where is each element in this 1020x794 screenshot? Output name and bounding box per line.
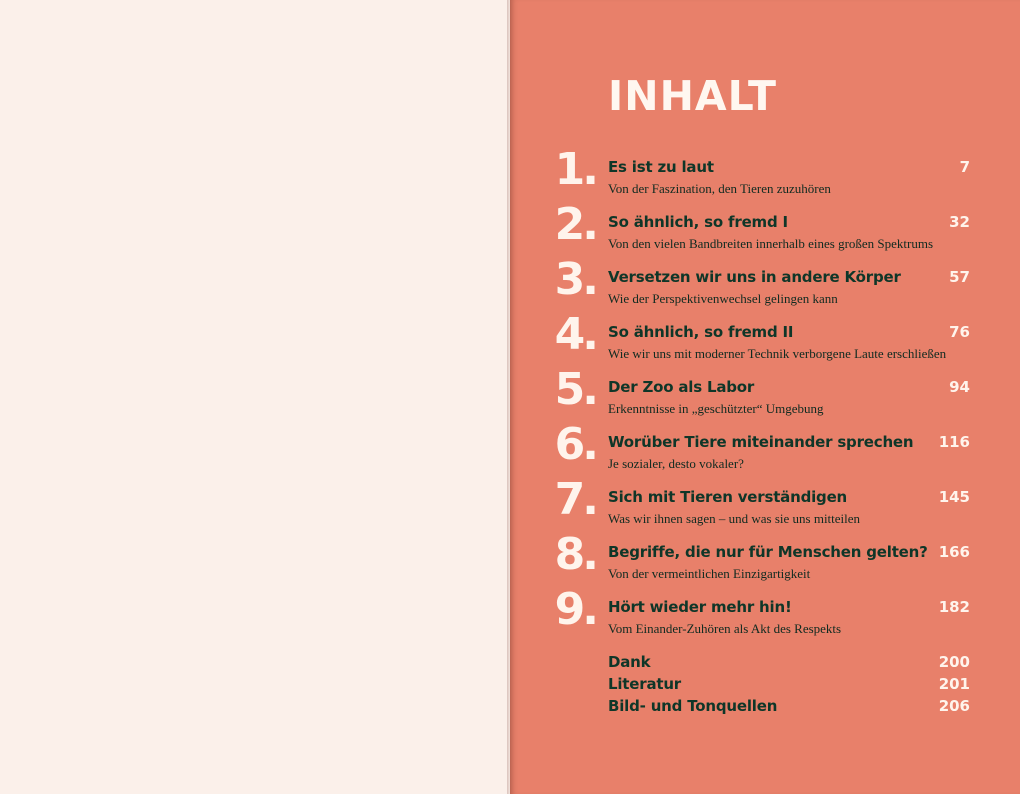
chapter-subtitle: Was wir ihnen sagen – und was sie uns mitteilen [608,511,861,526]
chapter-number: 2. [554,199,596,250]
toc-chapter-4[interactable] [540,309,980,375]
chapter-subtitle: Je sozialer, desto vokaler? [608,456,744,471]
toc-chapter-6[interactable] [540,419,980,485]
toc-item-page-number: 206 [938,697,970,715]
chapter-title: Sich mit Tieren verständigen [608,488,848,506]
chapter-page-number: 32 [949,213,970,231]
chapter-number: 9. [554,584,596,635]
chapter-page-number: 94 [949,378,970,396]
chapter-number: 6. [554,419,596,470]
book-spine [507,0,511,794]
chapter-page-number: 145 [938,488,970,506]
chapter-title: So ähnlich, so fremd II [608,323,794,341]
toc-chapter-3[interactable] [540,254,980,320]
chapter-title: Versetzen wir uns in andere Körper [608,268,901,286]
chapter-number: 3. [554,254,596,305]
toc-chapter-5[interactable] [540,364,980,430]
toc-chapter-8[interactable] [540,529,980,595]
chapter-page-number: 166 [938,543,970,561]
toc-item-literatur[interactable] [540,675,980,697]
chapter-title: So ähnlich, so fremd I [608,213,788,231]
chapter-title: Es ist zu laut [608,158,714,176]
chapter-page-number: 7 [959,158,970,176]
chapter-subtitle: Vom Einander-Zuhören als Akt des Respekts [608,621,842,636]
chapter-subtitle: Von der Faszination, den Tieren zuzuhören [608,181,831,196]
toc-item-title: Literatur [608,675,682,693]
chapter-subtitle: Erkenntnisse in „geschützter“ Umgebung [608,401,824,416]
chapter-number: 7. [554,474,596,525]
chapter-number: 5. [554,364,596,415]
chapter-title: Der Zoo als Labor [608,378,755,396]
chapter-number: 8. [554,529,596,580]
chapter-number: 4. [554,309,596,360]
chapter-subtitle: Von der vermeintlichen Einzigartigkeit [608,566,811,581]
toc-item-title: Dank [608,653,651,671]
toc-chapter-7[interactable] [540,474,980,540]
toc-item-title: Bild- und Tonquellen [608,697,778,715]
chapter-subtitle: Wie der Perspektivenwechsel gelingen kann [608,291,838,306]
chapter-number: 1. [554,144,596,195]
toc-chapter-9[interactable] [540,584,980,650]
toc-item-bild-und-tonquellen[interactable] [540,697,980,719]
toc-chapter-1[interactable] [540,144,980,210]
chapter-page-number: 57 [949,268,970,286]
chapter-page-number: 182 [938,598,970,616]
chapter-title: Hört wieder mehr hin! [608,598,792,616]
chapter-page-number: 76 [949,323,970,341]
chapter-page-number: 116 [938,433,970,451]
toc-chapter-2[interactable] [540,199,980,265]
chapter-title: Begriffe, die nur für Menschen gelten? [608,543,928,561]
toc-item-page-number: 200 [938,653,970,671]
chapter-subtitle: Von den vielen Bandbreiten innerhalb eines großen Spektrums [608,236,934,251]
toc-item-page-number: 201 [938,675,970,693]
page-title: INHALT [608,72,777,120]
toc-item-dank[interactable] [540,653,980,675]
chapter-title: Worüber Tiere miteinander sprechen [608,433,914,451]
chapter-subtitle: Wie wir uns mit moderner Technik verborgene Laute erschließen [608,346,947,361]
